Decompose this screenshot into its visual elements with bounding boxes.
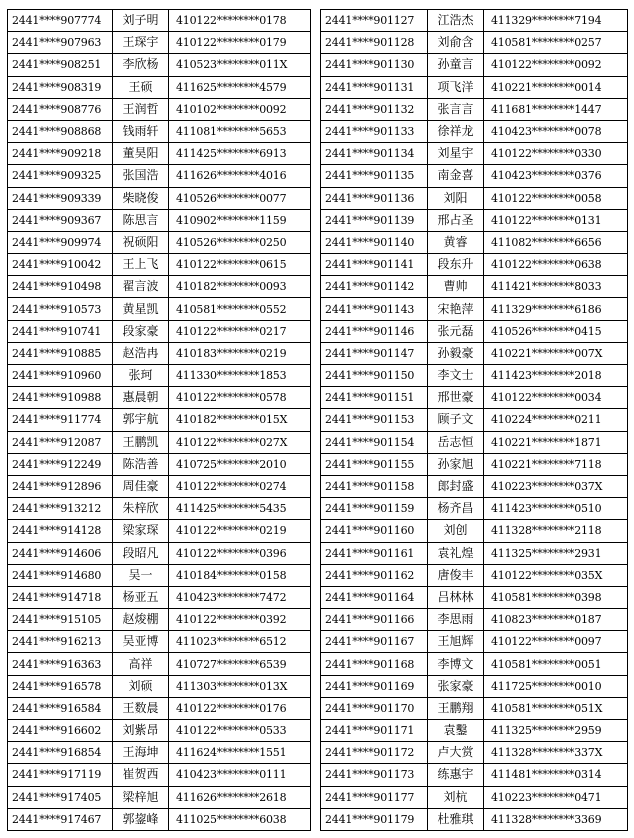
table-row: [8, 786, 311, 808]
table-row: [321, 653, 628, 675]
exam-number-cell: 2441****907963: [8, 32, 113, 54]
table-row: [321, 298, 628, 320]
id-card-cell: 410221********1871: [484, 431, 628, 453]
student-name-cell: 宋艳萍: [428, 298, 484, 320]
student-name-cell: 段昭凡: [113, 542, 169, 564]
id-card-cell: 410122********0034: [484, 387, 628, 409]
table-row: [8, 542, 311, 564]
id-card-cell: 410122********0217: [169, 320, 311, 342]
student-name-cell: 吴亚博: [113, 631, 169, 653]
id-card-cell: 410725********2010: [169, 453, 311, 475]
student-name-cell: 顾子文: [428, 409, 484, 431]
student-name-cell: 陈浩善: [113, 453, 169, 475]
student-name-cell: 李欣杨: [113, 54, 169, 76]
table-row: [321, 586, 628, 608]
student-name-cell: 孙家旭: [428, 453, 484, 475]
id-card-cell: 410223********037X: [484, 475, 628, 497]
table-row: [321, 675, 628, 697]
table-row: [8, 631, 311, 653]
table-row: [8, 342, 311, 364]
exam-number-cell: 2441****901141: [321, 254, 428, 276]
student-name-cell: 赵焌棚: [113, 609, 169, 631]
id-card-cell: 410122********0179: [169, 32, 311, 54]
table-row: [321, 120, 628, 142]
table-row: [321, 365, 628, 387]
student-name-cell: 吴一: [113, 564, 169, 586]
table-row: [321, 165, 628, 187]
table-row: [8, 143, 311, 165]
table-row: [8, 675, 311, 697]
table-row: [8, 98, 311, 120]
table-row: [321, 764, 628, 786]
student-name-cell: 徐祥龙: [428, 120, 484, 142]
table-row: [8, 453, 311, 475]
id-card-cell: 411329********6186: [484, 298, 628, 320]
exam-number-cell: 2441****914680: [8, 564, 113, 586]
student-name-cell: 刘硕: [113, 675, 169, 697]
id-card-cell: 410122********0638: [484, 254, 628, 276]
exam-number-cell: 2441****901139: [321, 209, 428, 231]
exam-number-cell: 2441****901150: [321, 365, 428, 387]
table-row: [321, 564, 628, 586]
exam-number-cell: 2441****910498: [8, 276, 113, 298]
id-card-cell: 410423********0111: [169, 764, 311, 786]
table-row: [321, 475, 628, 497]
student-name-cell: 王润哲: [113, 98, 169, 120]
student-name-cell: 梁家琛: [113, 520, 169, 542]
exam-number-cell: 2441****916363: [8, 653, 113, 675]
student-name-cell: 翟言波: [113, 276, 169, 298]
id-card-cell: 411626********2618: [169, 786, 311, 808]
id-card-cell: 410122********035X: [484, 564, 628, 586]
id-card-cell: 410122********027X: [169, 431, 311, 453]
student-name-cell: 王上飞: [113, 254, 169, 276]
table-row: [8, 254, 311, 276]
table-row: [321, 231, 628, 253]
exam-number-cell: 2441****901154: [321, 431, 428, 453]
exam-number-cell: 2441****901159: [321, 498, 428, 520]
id-card-cell: 411325********2959: [484, 720, 628, 742]
student-name-cell: 张家豪: [428, 675, 484, 697]
exam-number-cell: 2441****912896: [8, 475, 113, 497]
id-card-cell: 410727********6539: [169, 653, 311, 675]
id-card-cell: 410423********0376: [484, 165, 628, 187]
table-row: [321, 697, 628, 719]
exam-number-cell: 2441****908868: [8, 120, 113, 142]
id-card-cell: 410581********0257: [484, 32, 628, 54]
table-row: [321, 254, 628, 276]
student-name-cell: 王硕: [113, 76, 169, 98]
student-name-cell: 梁梓旭: [113, 786, 169, 808]
table-row: [321, 542, 628, 564]
exam-number-cell: 2441****910885: [8, 342, 113, 364]
table-row: [8, 54, 311, 76]
exam-number-cell: 2441****916854: [8, 742, 113, 764]
table-row: [321, 98, 628, 120]
table-row: [8, 498, 311, 520]
student-name-cell: 练惠宇: [428, 764, 484, 786]
exam-number-cell: 2441****901130: [321, 54, 428, 76]
exam-number-cell: 2441****914128: [8, 520, 113, 542]
id-card-cell: 411330********1853: [169, 365, 311, 387]
id-card-cell: 411625********4579: [169, 76, 311, 98]
student-name-cell: 邢占圣: [428, 209, 484, 231]
id-card-cell: 411725********0010: [484, 675, 628, 697]
table-row: [8, 609, 311, 631]
table-row: [8, 808, 311, 830]
exam-number-cell: 2441****901173: [321, 764, 428, 786]
exam-number-cell: 2441****910741: [8, 320, 113, 342]
exam-number-cell: 2441****917119: [8, 764, 113, 786]
id-card-cell: 411328********3369: [484, 808, 628, 830]
table-row: [8, 564, 311, 586]
exam-number-cell: 2441****909367: [8, 209, 113, 231]
exam-number-cell: 2441****914606: [8, 542, 113, 564]
exam-number-cell: 2441****901161: [321, 542, 428, 564]
exam-number-cell: 2441****917467: [8, 808, 113, 830]
id-card-cell: 410902********1159: [169, 209, 311, 231]
id-card-cell: 411626********4016: [169, 165, 311, 187]
table-row: [8, 276, 311, 298]
table-row: [8, 32, 311, 54]
id-card-cell: 411023********6512: [169, 631, 311, 653]
student-name-cell: 南金喜: [428, 165, 484, 187]
id-card-cell: 410122********0392: [169, 609, 311, 631]
exam-number-cell: 2441****901134: [321, 143, 428, 165]
table-row: [8, 475, 311, 497]
exam-number-cell: 2441****901160: [321, 520, 428, 542]
student-name-cell: 钱雨轩: [113, 120, 169, 142]
exam-number-cell: 2441****901131: [321, 76, 428, 98]
table-row: [8, 209, 311, 231]
student-name-cell: 李思雨: [428, 609, 484, 631]
id-card-cell: 410423********0078: [484, 120, 628, 142]
student-name-cell: 段东升: [428, 254, 484, 276]
id-card-cell: 410526********0415: [484, 320, 628, 342]
table-row: [321, 76, 628, 98]
id-card-cell: 411303********013X: [169, 675, 311, 697]
student-name-cell: 张元磊: [428, 320, 484, 342]
student-name-cell: 段家豪: [113, 320, 169, 342]
table-row: [321, 431, 628, 453]
id-card-cell: 410122********0578: [169, 387, 311, 409]
table-row: [8, 764, 311, 786]
student-name-cell: 郭鋆峰: [113, 808, 169, 830]
student-name-cell: 李文士: [428, 365, 484, 387]
exam-number-cell: 2441****916584: [8, 697, 113, 719]
id-card-cell: 410581********051X: [484, 697, 628, 719]
table-row: [8, 697, 311, 719]
student-name-cell: 杨齐昌: [428, 498, 484, 520]
table-row: [321, 276, 628, 298]
student-name-cell: 王海坤: [113, 742, 169, 764]
exam-number-cell: 2441****901158: [321, 475, 428, 497]
table-row: [8, 586, 311, 608]
student-name-cell: 袁鑿: [428, 720, 484, 742]
exam-number-cell: 2441****912249: [8, 453, 113, 475]
table-row: [321, 498, 628, 520]
exam-number-cell: 2441****901136: [321, 187, 428, 209]
id-card-cell: 410526********0077: [169, 187, 311, 209]
student-name-cell: 岳志恒: [428, 431, 484, 453]
table-row: [8, 165, 311, 187]
id-card-cell: 411328********337X: [484, 742, 628, 764]
exam-number-cell: 2441****901151: [321, 387, 428, 409]
exam-number-cell: 2441****909339: [8, 187, 113, 209]
exam-number-cell: 2441****908776: [8, 98, 113, 120]
id-card-cell: 410122********0097: [484, 631, 628, 653]
id-card-cell: 410221********007X: [484, 342, 628, 364]
id-card-cell: 411425********6913: [169, 143, 311, 165]
student-name-cell: 袁礼煌: [428, 542, 484, 564]
exam-number-cell: 2441****901143: [321, 298, 428, 320]
exam-number-cell: 2441****910573: [8, 298, 113, 320]
student-name-cell: 王数晨: [113, 697, 169, 719]
student-name-cell: 曹帅: [428, 276, 484, 298]
student-name-cell: 刘创: [428, 520, 484, 542]
id-card-cell: 410182********015X: [169, 409, 311, 431]
exam-number-cell: 2441****908251: [8, 54, 113, 76]
left-roster-table: [7, 9, 311, 831]
id-card-cell: 410526********0250: [169, 231, 311, 253]
table-row: [321, 342, 628, 364]
exam-number-cell: 2441****917405: [8, 786, 113, 808]
exam-number-cell: 2441****901127: [321, 10, 428, 32]
student-name-cell: 杨亚五: [113, 586, 169, 608]
exam-number-cell: 2441****912087: [8, 431, 113, 453]
id-card-cell: 411329********7194: [484, 10, 628, 32]
student-name-cell: 孙童言: [428, 54, 484, 76]
table-row: [321, 209, 628, 231]
student-name-cell: 杜雅琪: [428, 808, 484, 830]
id-card-cell: 411081********5653: [169, 120, 311, 142]
exam-number-cell: 2441****913212: [8, 498, 113, 520]
student-name-cell: 刘子明: [113, 10, 169, 32]
student-name-cell: 赵浩冉: [113, 342, 169, 364]
exam-number-cell: 2441****915105: [8, 609, 113, 631]
id-card-cell: 410581********0552: [169, 298, 311, 320]
student-name-cell: 高祥: [113, 653, 169, 675]
table-row: [321, 742, 628, 764]
id-card-cell: 411425********5435: [169, 498, 311, 520]
table-row: [8, 365, 311, 387]
exam-number-cell: 2441****901155: [321, 453, 428, 475]
table-row: [8, 742, 311, 764]
exam-number-cell: 2441****901133: [321, 120, 428, 142]
student-name-cell: 张国浩: [113, 165, 169, 187]
id-card-cell: 410122********0396: [169, 542, 311, 564]
id-card-cell: 410523********011X: [169, 54, 311, 76]
exam-number-cell: 2441****910988: [8, 387, 113, 409]
student-name-cell: 郎封盛: [428, 475, 484, 497]
exam-number-cell: 2441****916213: [8, 631, 113, 653]
student-name-cell: 孙毅豪: [428, 342, 484, 364]
student-name-cell: 唐俊丰: [428, 564, 484, 586]
student-name-cell: 郭宇航: [113, 409, 169, 431]
table-row: [8, 76, 311, 98]
exam-number-cell: 2441****901162: [321, 564, 428, 586]
id-card-cell: 410122********0092: [484, 54, 628, 76]
exam-number-cell: 2441****901171: [321, 720, 428, 742]
exam-number-cell: 2441****910960: [8, 365, 113, 387]
table-row: [321, 32, 628, 54]
id-card-cell: 410182********0093: [169, 276, 311, 298]
exam-number-cell: 2441****901179: [321, 808, 428, 830]
table-row: [321, 143, 628, 165]
table-row: [8, 720, 311, 742]
exam-number-cell: 2441****901164: [321, 586, 428, 608]
id-card-cell: 411624********1551: [169, 742, 311, 764]
id-card-cell: 411423********2018: [484, 365, 628, 387]
exam-number-cell: 2441****910042: [8, 254, 113, 276]
table-row: [8, 387, 311, 409]
exam-number-cell: 2441****901132: [321, 98, 428, 120]
id-card-cell: 411423********0510: [484, 498, 628, 520]
exam-number-cell: 2441****901166: [321, 609, 428, 631]
exam-number-cell: 2441****907774: [8, 10, 113, 32]
id-card-cell: 410823********0187: [484, 609, 628, 631]
table-row: [8, 10, 311, 32]
exam-number-cell: 2441****901169: [321, 675, 428, 697]
exam-number-cell: 2441****901140: [321, 231, 428, 253]
student-name-cell: 刘紫昂: [113, 720, 169, 742]
exam-number-cell: 2441****914718: [8, 586, 113, 608]
exam-number-cell: 2441****909974: [8, 231, 113, 253]
student-name-cell: 祝硕阳: [113, 231, 169, 253]
student-name-cell: 惠晨朝: [113, 387, 169, 409]
exam-number-cell: 2441****916602: [8, 720, 113, 742]
table-row: [321, 10, 628, 32]
student-name-cell: 黄星凯: [113, 298, 169, 320]
id-card-cell: 410122********0615: [169, 254, 311, 276]
id-card-cell: 410122********0178: [169, 10, 311, 32]
exam-number-cell: 2441****901142: [321, 276, 428, 298]
id-card-cell: 411421********8033: [484, 276, 628, 298]
student-name-cell: 项飞洋: [428, 76, 484, 98]
exam-number-cell: 2441****901172: [321, 742, 428, 764]
student-name-cell: 吕林林: [428, 586, 484, 608]
id-card-cell: 410122********0274: [169, 475, 311, 497]
student-name-cell: 江浩杰: [428, 10, 484, 32]
id-card-cell: 410223********0471: [484, 786, 628, 808]
id-card-cell: 410224********0211: [484, 409, 628, 431]
id-card-cell: 410221********7118: [484, 453, 628, 475]
student-name-cell: 王琛宇: [113, 32, 169, 54]
exam-number-cell: 2441****901147: [321, 342, 428, 364]
table-row: [321, 54, 628, 76]
student-name-cell: 张言言: [428, 98, 484, 120]
id-card-cell: 410122********0219: [169, 520, 311, 542]
id-card-cell: 410581********0398: [484, 586, 628, 608]
id-card-cell: 411025********6038: [169, 808, 311, 830]
table-row: [8, 187, 311, 209]
id-card-cell: 410122********0176: [169, 697, 311, 719]
right-roster-table: [320, 9, 628, 831]
student-name-cell: 刘杭: [428, 786, 484, 808]
id-card-cell: 410122********0533: [169, 720, 311, 742]
id-card-cell: 411082********6656: [484, 231, 628, 253]
exam-number-cell: 2441****901128: [321, 32, 428, 54]
table-row: [321, 409, 628, 431]
id-card-cell: 410102********0092: [169, 98, 311, 120]
id-card-cell: 411481********0314: [484, 764, 628, 786]
exam-number-cell: 2441****901170: [321, 697, 428, 719]
table-row: [8, 320, 311, 342]
student-name-cell: 卢大赏: [428, 742, 484, 764]
id-card-cell: 410183********0219: [169, 342, 311, 364]
id-card-cell: 411325********2931: [484, 542, 628, 564]
exam-number-cell: 2441****901135: [321, 165, 428, 187]
id-card-cell: 410122********0058: [484, 187, 628, 209]
exam-number-cell: 2441****901146: [321, 320, 428, 342]
table-row: [8, 120, 311, 142]
exam-number-cell: 2441****901168: [321, 653, 428, 675]
id-card-cell: 411681********1447: [484, 98, 628, 120]
table-row: [321, 786, 628, 808]
exam-number-cell: 2441****909218: [8, 143, 113, 165]
table-row: [8, 431, 311, 453]
id-card-cell: 410423********7472: [169, 586, 311, 608]
table-row: [321, 808, 628, 830]
id-card-cell: 410221********0014: [484, 76, 628, 98]
exam-number-cell: 2441****909325: [8, 165, 113, 187]
exam-number-cell: 2441****901153: [321, 409, 428, 431]
exam-number-cell: 2441****911774: [8, 409, 113, 431]
table-row: [321, 520, 628, 542]
student-name-cell: 王鹏凯: [113, 431, 169, 453]
table-row: [321, 387, 628, 409]
table-row: [8, 520, 311, 542]
student-name-cell: 刘俞含: [428, 32, 484, 54]
student-name-cell: 张珂: [113, 365, 169, 387]
table-row: [8, 298, 311, 320]
exam-number-cell: 2441****901177: [321, 786, 428, 808]
student-name-cell: 黄睿: [428, 231, 484, 253]
exam-number-cell: 2441****916578: [8, 675, 113, 697]
student-name-cell: 邢世豪: [428, 387, 484, 409]
id-card-cell: 410581********0051: [484, 653, 628, 675]
table-row: [321, 631, 628, 653]
student-name-cell: 崔贺西: [113, 764, 169, 786]
student-name-cell: 朱梓欣: [113, 498, 169, 520]
table-row: [321, 187, 628, 209]
student-name-cell: 李博文: [428, 653, 484, 675]
table-row: [321, 320, 628, 342]
id-card-cell: 410184********0158: [169, 564, 311, 586]
table-row: [8, 231, 311, 253]
id-card-cell: 411328********2118: [484, 520, 628, 542]
student-name-cell: 刘星宇: [428, 143, 484, 165]
exam-number-cell: 2441****901167: [321, 631, 428, 653]
table-row: [8, 653, 311, 675]
student-name-cell: 周佳豪: [113, 475, 169, 497]
id-card-cell: 410122********0330: [484, 143, 628, 165]
exam-number-cell: 2441****908319: [8, 76, 113, 98]
student-name-cell: 刘阳: [428, 187, 484, 209]
table-row: [8, 409, 311, 431]
table-row: [321, 720, 628, 742]
table-row: [321, 453, 628, 475]
student-name-cell: 王鹏翔: [428, 697, 484, 719]
table-row: [321, 609, 628, 631]
student-name-cell: 柴晓俊: [113, 187, 169, 209]
id-card-cell: 410122********0131: [484, 209, 628, 231]
student-name-cell: 董昊阳: [113, 143, 169, 165]
student-name-cell: 王旭辉: [428, 631, 484, 653]
student-name-cell: 陈思言: [113, 209, 169, 231]
